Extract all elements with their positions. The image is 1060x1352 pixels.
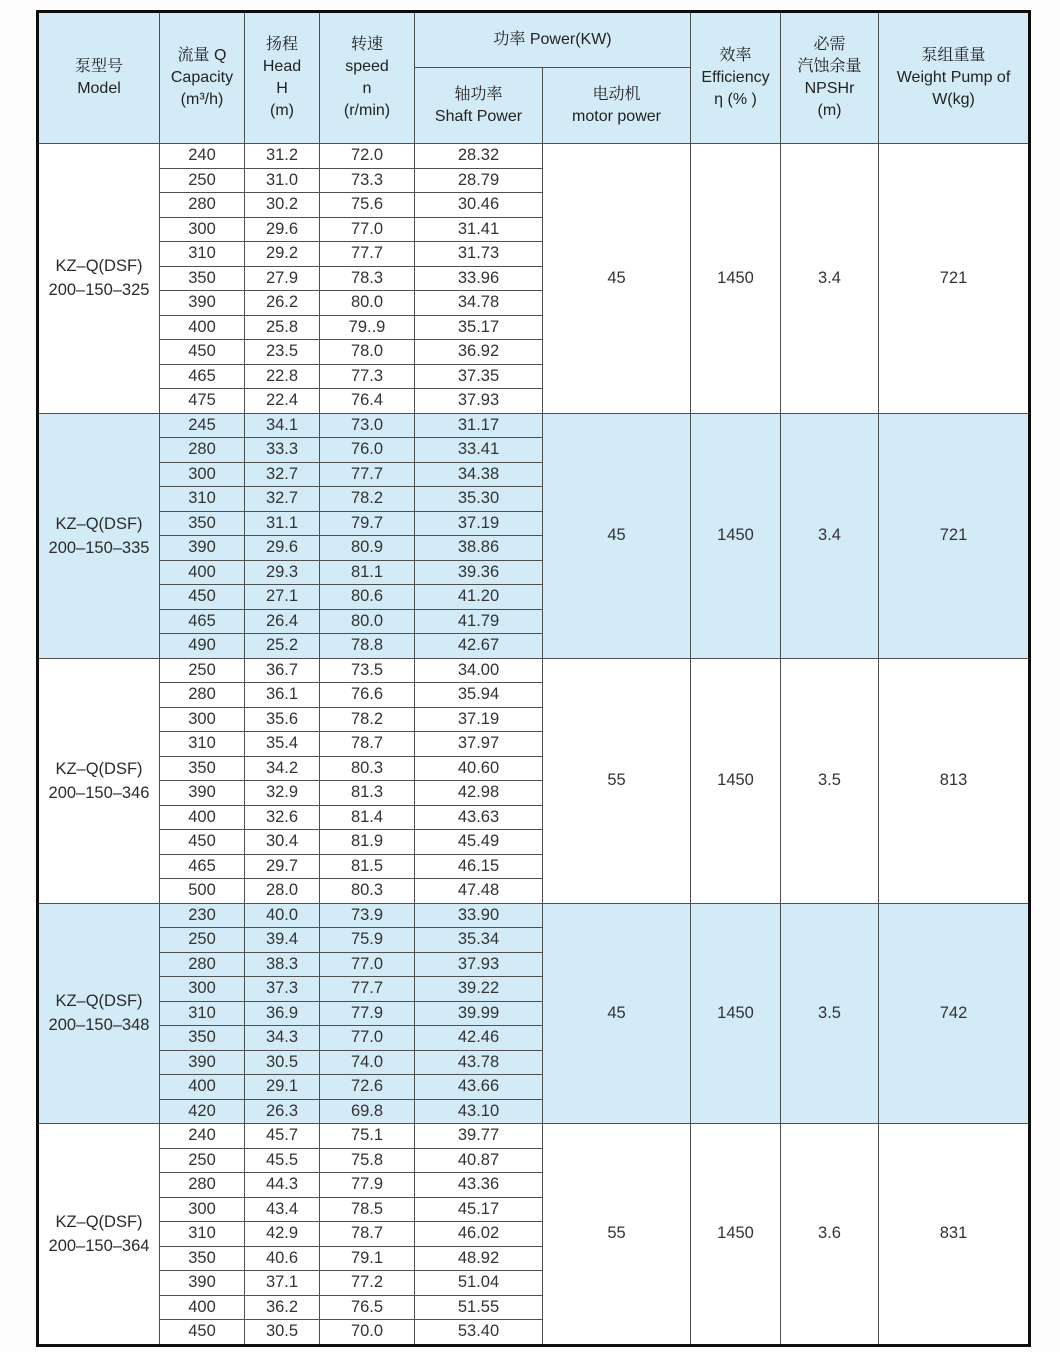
capacity-cell: 475 <box>160 389 245 414</box>
speed-cell: 73.9 <box>320 903 415 928</box>
capacity-cell: 420 <box>160 1099 245 1124</box>
pump-spec-table <box>36 10 1031 1347</box>
col-header-motor-power: 电动机 motor power <box>543 68 691 144</box>
shaft-power-cell: 43.36 <box>415 1173 543 1198</box>
col-header-efficiency: 效率 Efficiency η (% ) <box>691 12 781 144</box>
col-header-power: 功率 Power(KW) <box>415 12 691 68</box>
efficiency-cell: 1450 <box>691 1124 781 1346</box>
model-cell <box>38 903 160 1124</box>
capacity-cell: 280 <box>160 952 245 977</box>
capacity-cell: 310 <box>160 487 245 512</box>
weight-cell: 831 <box>879 1124 1030 1346</box>
capacity-cell: 450 <box>160 1320 245 1346</box>
efficiency-cell: 1450 <box>691 144 781 414</box>
weight-cell: 721 <box>879 413 1030 658</box>
head-cell: 34.1 <box>245 413 320 438</box>
speed-cell: 80.0 <box>320 609 415 634</box>
shaft-power-cell: 28.79 <box>415 168 543 193</box>
shaft-power-cell: 34.38 <box>415 462 543 487</box>
speed-cell: 77.7 <box>320 242 415 267</box>
shaft-power-cell: 42.46 <box>415 1026 543 1051</box>
shaft-power-cell: 35.94 <box>415 683 543 708</box>
speed-cell: 77.2 <box>320 1271 415 1296</box>
capacity-cell: 300 <box>160 217 245 242</box>
capacity-cell: 240 <box>160 144 245 169</box>
shaft-power-cell: 43.78 <box>415 1050 543 1075</box>
capacity-cell: 310 <box>160 242 245 267</box>
speed-cell: 79.7 <box>320 511 415 536</box>
head-cell: 38.3 <box>245 952 320 977</box>
head-cell: 26.2 <box>245 291 320 316</box>
speed-cell: 78.5 <box>320 1197 415 1222</box>
speed-cell: 77.0 <box>320 1026 415 1051</box>
col-header-npshr: 必需 汽蚀余量 NPSHr (m) <box>781 12 879 144</box>
speed-cell: 79.1 <box>320 1246 415 1271</box>
npshr-cell: 3.4 <box>781 413 879 658</box>
speed-cell: 81.1 <box>320 560 415 585</box>
speed-cell: 75.6 <box>320 193 415 218</box>
shaft-power-cell: 33.90 <box>415 903 543 928</box>
head-cell: 31.1 <box>245 511 320 536</box>
head-cell: 30.4 <box>245 830 320 855</box>
capacity-cell: 310 <box>160 732 245 757</box>
model-line: 200–150–348 <box>48 1016 150 1035</box>
capacity-cell: 250 <box>160 168 245 193</box>
speed-cell: 78.2 <box>320 707 415 732</box>
model-cell <box>38 658 160 903</box>
head-cell: 37.3 <box>245 977 320 1002</box>
capacity-cell: 400 <box>160 1075 245 1100</box>
speed-cell: 76.0 <box>320 438 415 463</box>
capacity-cell: 400 <box>160 805 245 830</box>
speed-cell: 77.0 <box>320 217 415 242</box>
speed-cell: 76.4 <box>320 389 415 414</box>
head-cell: 29.6 <box>245 217 320 242</box>
weight-cell: 813 <box>879 658 1030 903</box>
capacity-cell: 250 <box>160 928 245 953</box>
capacity-cell: 450 <box>160 830 245 855</box>
capacity-cell: 500 <box>160 879 245 904</box>
shaft-power-cell: 38.86 <box>415 536 543 561</box>
spec-row-group3 <box>38 658 1030 683</box>
capacity-cell: 230 <box>160 903 245 928</box>
efficiency-cell: 1450 <box>691 413 781 658</box>
motor-power-cell: 45 <box>543 144 691 414</box>
shaft-power-cell: 46.02 <box>415 1222 543 1247</box>
capacity-cell: 400 <box>160 1295 245 1320</box>
col-header-model: 泵型号 Model <box>38 12 160 144</box>
speed-cell: 80.6 <box>320 585 415 610</box>
capacity-cell: 390 <box>160 291 245 316</box>
weight-cell: 742 <box>879 903 1030 1124</box>
head-cell: 31.2 <box>245 144 320 169</box>
shaft-power-cell: 53.40 <box>415 1320 543 1346</box>
head-cell: 30.5 <box>245 1050 320 1075</box>
spec-row-group2 <box>38 413 1030 438</box>
capacity-cell: 490 <box>160 634 245 659</box>
head-cell: 29.6 <box>245 536 320 561</box>
head-cell: 33.3 <box>245 438 320 463</box>
capacity-cell: 280 <box>160 193 245 218</box>
speed-cell: 77.9 <box>320 1173 415 1198</box>
model-cell <box>38 1124 160 1346</box>
capacity-cell: 240 <box>160 1124 245 1149</box>
capacity-cell: 400 <box>160 315 245 340</box>
capacity-cell: 280 <box>160 1173 245 1198</box>
head-cell: 25.2 <box>245 634 320 659</box>
shaft-power-cell: 37.93 <box>415 389 543 414</box>
capacity-cell: 350 <box>160 266 245 291</box>
speed-cell: 77.0 <box>320 952 415 977</box>
shaft-power-cell: 37.93 <box>415 952 543 977</box>
shaft-power-cell: 41.79 <box>415 609 543 634</box>
shaft-power-cell: 40.60 <box>415 756 543 781</box>
model-cell <box>38 144 160 414</box>
head-cell: 34.2 <box>245 756 320 781</box>
npshr-cell: 3.4 <box>781 144 879 414</box>
head-cell: 29.1 <box>245 1075 320 1100</box>
head-cell: 45.7 <box>245 1124 320 1149</box>
speed-cell: 74.0 <box>320 1050 415 1075</box>
model-line: KZ–Q(DSF) <box>55 514 143 533</box>
capacity-cell: 310 <box>160 1222 245 1247</box>
head-cell: 35.4 <box>245 732 320 757</box>
shaft-power-cell: 39.36 <box>415 560 543 585</box>
speed-cell: 80.0 <box>320 291 415 316</box>
head-cell: 36.1 <box>245 683 320 708</box>
head-cell: 29.2 <box>245 242 320 267</box>
speed-cell: 75.9 <box>320 928 415 953</box>
shaft-power-cell: 35.34 <box>415 928 543 953</box>
efficiency-cell: 1450 <box>691 658 781 903</box>
shaft-power-cell: 42.98 <box>415 781 543 806</box>
model-line: KZ–Q(DSF) <box>55 257 143 276</box>
speed-cell: 78.0 <box>320 340 415 365</box>
shaft-power-cell: 51.55 <box>415 1295 543 1320</box>
col-header-speed: 转速 speed n (r/min) <box>320 12 415 144</box>
shaft-power-cell: 41.20 <box>415 585 543 610</box>
shaft-power-cell: 34.00 <box>415 658 543 683</box>
speed-cell: 77.9 <box>320 1001 415 1026</box>
head-cell: 45.5 <box>245 1148 320 1173</box>
col-header-weight: 泵组重量 Weight Pump of W(kg) <box>879 12 1030 144</box>
shaft-power-cell: 39.22 <box>415 977 543 1002</box>
speed-cell: 69.8 <box>320 1099 415 1124</box>
speed-cell: 78.7 <box>320 1222 415 1247</box>
table-body <box>38 144 1030 1346</box>
motor-power-cell: 45 <box>543 903 691 1124</box>
motor-power-cell: 55 <box>543 1124 691 1346</box>
shaft-power-cell: 43.10 <box>415 1099 543 1124</box>
head-cell: 22.4 <box>245 389 320 414</box>
col-header-head: 扬程 Head H (m) <box>245 12 320 144</box>
capacity-cell: 465 <box>160 364 245 389</box>
shaft-power-cell: 37.35 <box>415 364 543 389</box>
spec-row-group5 <box>38 1124 1030 1149</box>
capacity-cell: 300 <box>160 977 245 1002</box>
shaft-power-cell: 31.73 <box>415 242 543 267</box>
capacity-cell: 465 <box>160 854 245 879</box>
capacity-cell: 450 <box>160 340 245 365</box>
npshr-cell: 3.6 <box>781 1124 879 1346</box>
shaft-power-cell: 47.48 <box>415 879 543 904</box>
shaft-power-cell: 35.17 <box>415 315 543 340</box>
speed-cell: 72.6 <box>320 1075 415 1100</box>
npshr-cell: 3.5 <box>781 658 879 903</box>
shaft-power-cell: 37.19 <box>415 707 543 732</box>
capacity-cell: 390 <box>160 1050 245 1075</box>
model-line: KZ–Q(DSF) <box>55 992 143 1011</box>
speed-cell: 77.7 <box>320 977 415 1002</box>
head-cell: 28.0 <box>245 879 320 904</box>
speed-cell: 70.0 <box>320 1320 415 1346</box>
speed-cell: 78.7 <box>320 732 415 757</box>
shaft-power-cell: 40.87 <box>415 1148 543 1173</box>
model-line: 200–150–335 <box>48 538 150 557</box>
speed-cell: 77.3 <box>320 364 415 389</box>
shaft-power-cell: 30.46 <box>415 193 543 218</box>
head-cell: 27.1 <box>245 585 320 610</box>
speed-cell: 81.5 <box>320 854 415 879</box>
head-cell: 30.5 <box>245 1320 320 1346</box>
shaft-power-cell: 39.99 <box>415 1001 543 1026</box>
model-line: KZ–Q(DSF) <box>55 759 143 778</box>
head-cell: 43.4 <box>245 1197 320 1222</box>
speed-cell: 73.5 <box>320 658 415 683</box>
head-cell: 22.8 <box>245 364 320 389</box>
spec-row-group1 <box>38 144 1030 169</box>
head-cell: 26.3 <box>245 1099 320 1124</box>
head-cell: 44.3 <box>245 1173 320 1198</box>
table-header <box>38 12 1030 144</box>
head-cell: 35.6 <box>245 707 320 732</box>
head-cell: 23.5 <box>245 340 320 365</box>
capacity-cell: 280 <box>160 438 245 463</box>
head-cell: 40.0 <box>245 903 320 928</box>
head-cell: 32.9 <box>245 781 320 806</box>
shaft-power-cell: 34.78 <box>415 291 543 316</box>
speed-cell: 77.7 <box>320 462 415 487</box>
motor-power-cell: 45 <box>543 413 691 658</box>
speed-cell: 81.9 <box>320 830 415 855</box>
shaft-power-cell: 43.63 <box>415 805 543 830</box>
capacity-cell: 300 <box>160 707 245 732</box>
capacity-cell: 300 <box>160 462 245 487</box>
head-cell: 27.9 <box>245 266 320 291</box>
model-cell <box>38 413 160 658</box>
speed-cell: 76.6 <box>320 683 415 708</box>
speed-cell: 75.1 <box>320 1124 415 1149</box>
npshr-cell: 3.5 <box>781 903 879 1124</box>
col-header-capacity: 流量 Q Capacity (m³/h) <box>160 12 245 144</box>
head-cell: 40.6 <box>245 1246 320 1271</box>
capacity-cell: 350 <box>160 756 245 781</box>
shaft-power-cell: 46.15 <box>415 854 543 879</box>
capacity-cell: 250 <box>160 1148 245 1173</box>
head-cell: 36.9 <box>245 1001 320 1026</box>
capacity-cell: 390 <box>160 1271 245 1296</box>
capacity-cell: 280 <box>160 683 245 708</box>
shaft-power-cell: 31.41 <box>415 217 543 242</box>
speed-cell: 78.3 <box>320 266 415 291</box>
head-cell: 36.2 <box>245 1295 320 1320</box>
shaft-power-cell: 42.67 <box>415 634 543 659</box>
head-cell: 29.3 <box>245 560 320 585</box>
head-cell: 26.4 <box>245 609 320 634</box>
speed-cell: 80.3 <box>320 879 415 904</box>
shaft-power-cell: 33.41 <box>415 438 543 463</box>
speed-cell: 81.4 <box>320 805 415 830</box>
shaft-power-cell: 33.96 <box>415 266 543 291</box>
speed-cell: 75.8 <box>320 1148 415 1173</box>
speed-cell: 73.3 <box>320 168 415 193</box>
capacity-cell: 390 <box>160 536 245 561</box>
col-header-shaft-power: 轴功率 Shaft Power <box>415 68 543 144</box>
model-line: 200–150–364 <box>48 1236 150 1255</box>
speed-cell: 79..9 <box>320 315 415 340</box>
speed-cell: 73.0 <box>320 413 415 438</box>
speed-cell: 81.3 <box>320 781 415 806</box>
capacity-cell: 350 <box>160 1246 245 1271</box>
shaft-power-cell: 39.77 <box>415 1124 543 1149</box>
capacity-cell: 350 <box>160 1026 245 1051</box>
capacity-cell: 390 <box>160 781 245 806</box>
shaft-power-cell: 45.49 <box>415 830 543 855</box>
capacity-cell: 310 <box>160 1001 245 1026</box>
shaft-power-cell: 36.92 <box>415 340 543 365</box>
weight-cell: 721 <box>879 144 1030 414</box>
efficiency-cell: 1450 <box>691 903 781 1124</box>
head-cell: 39.4 <box>245 928 320 953</box>
speed-cell: 80.9 <box>320 536 415 561</box>
speed-cell: 78.2 <box>320 487 415 512</box>
shaft-power-cell: 35.30 <box>415 487 543 512</box>
capacity-cell: 465 <box>160 609 245 634</box>
capacity-cell: 245 <box>160 413 245 438</box>
head-cell: 34.3 <box>245 1026 320 1051</box>
head-cell: 42.9 <box>245 1222 320 1247</box>
spec-row-group4 <box>38 903 1030 928</box>
head-cell: 36.7 <box>245 658 320 683</box>
shaft-power-cell: 31.17 <box>415 413 543 438</box>
head-cell: 30.2 <box>245 193 320 218</box>
model-line: KZ–Q(DSF) <box>55 1212 143 1231</box>
head-cell: 32.6 <box>245 805 320 830</box>
shaft-power-cell: 45.17 <box>415 1197 543 1222</box>
speed-cell: 78.8 <box>320 634 415 659</box>
head-cell: 32.7 <box>245 487 320 512</box>
head-cell: 37.1 <box>245 1271 320 1296</box>
head-cell: 31.0 <box>245 168 320 193</box>
shaft-power-cell: 37.97 <box>415 732 543 757</box>
model-line: 200–150–346 <box>48 783 150 802</box>
head-cell: 29.7 <box>245 854 320 879</box>
shaft-power-cell: 37.19 <box>415 511 543 536</box>
shaft-power-cell: 43.66 <box>415 1075 543 1100</box>
speed-cell: 80.3 <box>320 756 415 781</box>
capacity-cell: 250 <box>160 658 245 683</box>
shaft-power-cell: 28.32 <box>415 144 543 169</box>
speed-cell: 76.5 <box>320 1295 415 1320</box>
capacity-cell: 400 <box>160 560 245 585</box>
shaft-power-cell: 48.92 <box>415 1246 543 1271</box>
capacity-cell: 450 <box>160 585 245 610</box>
head-cell: 32.7 <box>245 462 320 487</box>
head-cell: 25.8 <box>245 315 320 340</box>
shaft-power-cell: 51.04 <box>415 1271 543 1296</box>
capacity-cell: 300 <box>160 1197 245 1222</box>
capacity-cell: 350 <box>160 511 245 536</box>
speed-cell: 72.0 <box>320 144 415 169</box>
model-line: 200–150–325 <box>48 281 150 300</box>
motor-power-cell: 55 <box>543 658 691 903</box>
